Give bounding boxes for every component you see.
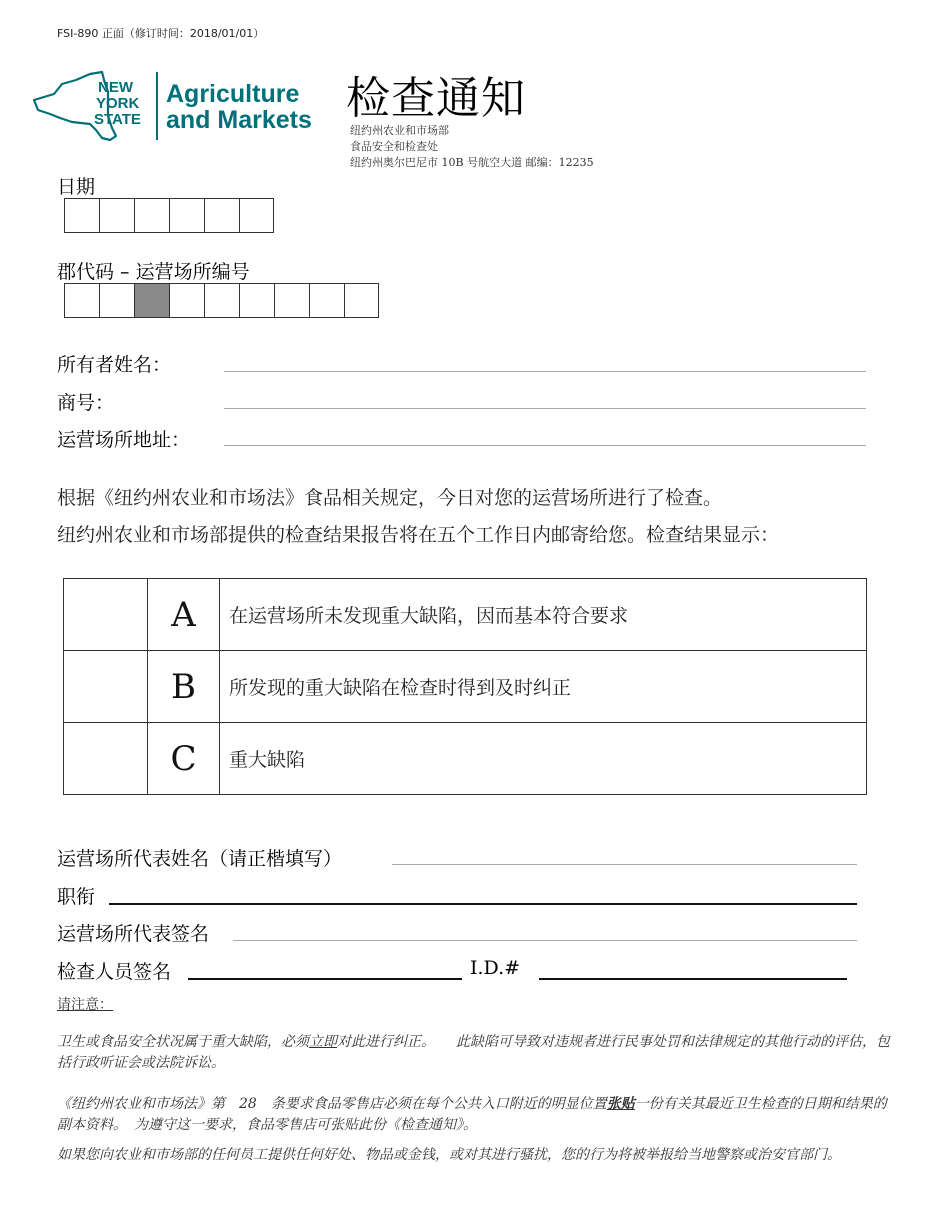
result-a-grade: A (148, 579, 220, 651)
date-label: 日期 (57, 176, 96, 198)
date-digit-box[interactable] (239, 198, 274, 233)
result-row-c (64, 723, 867, 795)
result-a-checkbox[interactable] (64, 579, 148, 651)
logo-state-line2: YORK (96, 95, 140, 112)
trade-name-label: 商号： (57, 392, 115, 414)
county-digit-box[interactable] (64, 283, 99, 318)
note1-text-b: 对此进行纠正。 此缺陷可导致对违规者进行民事处罚和法律规定的其他行动的评估，包括行政听证会或法院诉讼。 (57, 1034, 890, 1071)
note-heading: 请注意： (57, 997, 113, 1013)
result-a-text: 在运营场所未发现重大缺陷，因而基本符合要求 (220, 579, 867, 651)
note2-text-a: 《纽约州农业和市场法》第 28 条要求食品零售店必须在每个公共入口附近的明显位置 (57, 1096, 607, 1112)
note2-underlined: 张贴 (606, 1096, 635, 1112)
result-row-b (64, 651, 867, 723)
job-title-field[interactable] (109, 903, 857, 905)
establishment-digit-box[interactable] (204, 283, 239, 318)
note1-underlined: 立即 (309, 1034, 337, 1050)
rep-name-label: 运营场所代表姓名（请正楷填写） (57, 848, 343, 870)
logo-agency-line2: and Markets (166, 106, 312, 134)
date-digit-box[interactable] (134, 198, 169, 233)
establishment-digit-box[interactable] (239, 283, 274, 318)
inspector-signature-field[interactable] (188, 978, 462, 980)
inspector-id-field[interactable] (539, 978, 847, 980)
owner-name-field[interactable] (224, 371, 866, 372)
new-york-state-map-icon (32, 66, 332, 146)
establishment-digit-box[interactable] (309, 283, 344, 318)
inspection-results-table (63, 578, 867, 795)
logo-state-line1: NEW (98, 79, 133, 96)
result-c-text: 重大缺陷 (220, 723, 867, 795)
inspector-signature-label: 检查人员签名 (57, 961, 172, 983)
date-digit-box[interactable] (204, 198, 239, 233)
rep-signature-label: 运营场所代表签名 (57, 923, 210, 945)
department-line3: 纽约州奥尔巴尼市 10B 号航空大道 邮编：12235 (350, 156, 594, 169)
logo-agency-line1: Agriculture (166, 80, 300, 108)
note2-text-b: 一份有关其最近卫生检查的日期和结果的副本资料。 为遵守这一要求，食品零售店可张贴此份《检查通知》。 (57, 1096, 887, 1133)
logo-state-line3: STATE (94, 111, 141, 128)
rep-name-field[interactable] (392, 864, 857, 865)
job-title-label: 职衔 (57, 886, 96, 908)
note-paragraph-2 (57, 1094, 893, 1136)
date-boxes (64, 198, 274, 233)
date-digit-box[interactable] (64, 198, 99, 233)
owner-name-label: 所有者姓名： (57, 354, 172, 376)
intro-line2: 纽约州农业和市场部提供的检查结果报告将在五个工作日内邮寄给您。检查结果显示： (57, 524, 780, 546)
department-line1: 纽约州农业和市场部 (350, 124, 449, 137)
establishment-digit-box[interactable] (344, 283, 379, 318)
page-title: 检查通知 (346, 73, 526, 124)
county-digit-box[interactable] (99, 283, 134, 318)
trade-name-field[interactable] (224, 408, 866, 409)
county-code-boxes (64, 283, 379, 318)
establishment-digit-box[interactable] (169, 283, 204, 318)
result-c-grade: C (148, 723, 220, 795)
note-paragraph-1 (57, 1032, 893, 1074)
result-b-checkbox[interactable] (64, 651, 148, 723)
intro-line1: 根据《纽约州农业和市场法》食品相关规定，今日对您的运营场所进行了检查。 (57, 487, 723, 509)
rep-signature-field[interactable] (233, 940, 857, 941)
result-b-text: 所发现的重大缺陷在检查时得到及时纠正 (220, 651, 867, 723)
result-b-grade: B (148, 651, 220, 723)
result-c-checkbox[interactable] (64, 723, 148, 795)
department-line2: 食品安全和检查处 (350, 140, 438, 153)
note1-text-a: 卫生或食品安全状况属于重大缺陷，必须 (57, 1034, 309, 1050)
date-digit-box[interactable] (99, 198, 134, 233)
establishment-address-label: 运营场所地址： (57, 429, 191, 451)
form-id: FSI-890 正面（修订时间：2018/01/01） (57, 27, 265, 40)
date-digit-box[interactable] (169, 198, 204, 233)
note-paragraph-3: 如果您向农业和市场部的任何员工提供任何好处、物品或金钱，或对其进行骚扰，您的行为将被举报给当地警察或治安官部门。 (57, 1147, 841, 1163)
nys-agriculture-logo (32, 66, 332, 146)
establishment-digit-box[interactable] (274, 283, 309, 318)
inspector-id-label: I.D.# (470, 957, 521, 979)
result-row-a (64, 579, 867, 651)
separator-box (134, 283, 169, 318)
establishment-address-field[interactable] (224, 445, 866, 446)
county-code-label: 郡代码 – 运营场所编号 (57, 261, 250, 283)
